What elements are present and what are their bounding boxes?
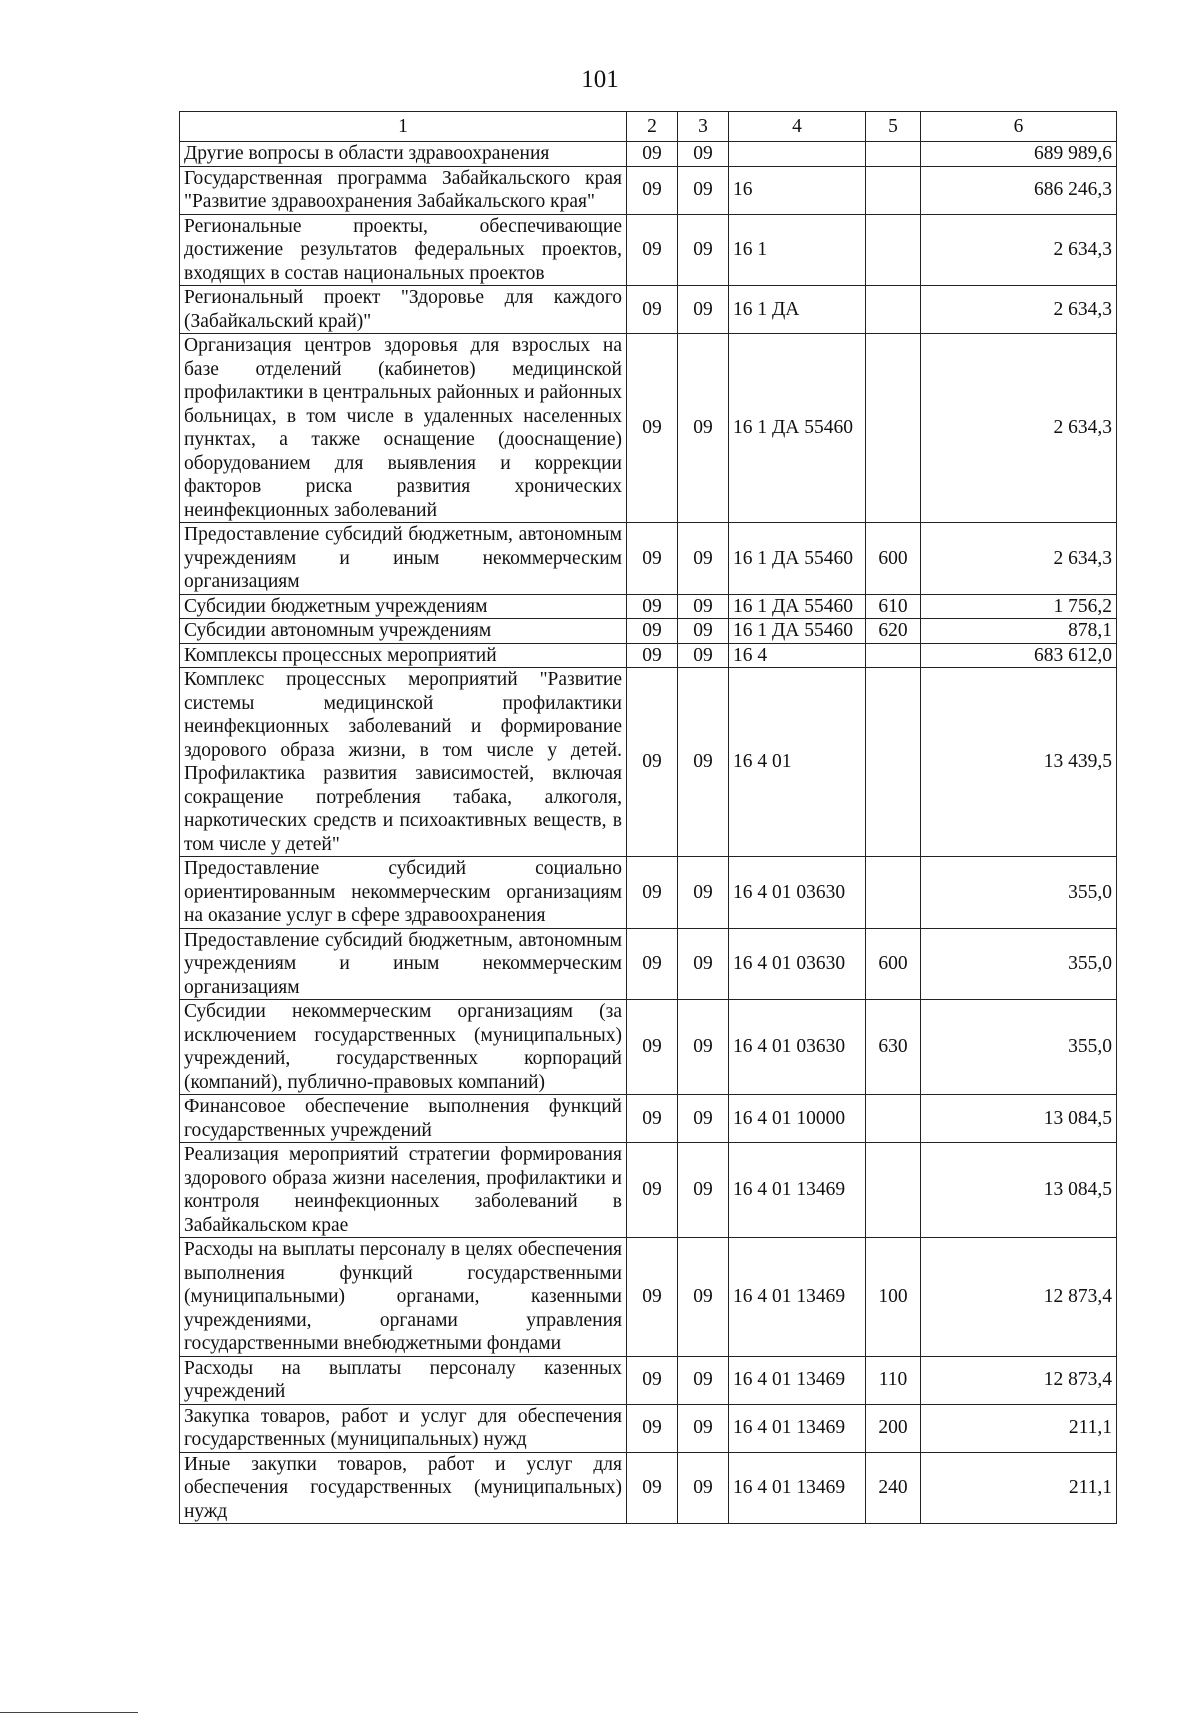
section-code: 09	[627, 1404, 678, 1452]
amount: 13 084,5	[921, 1095, 1117, 1143]
amount: 13 084,5	[921, 1143, 1117, 1238]
section-code: 09	[627, 594, 678, 619]
section-code: 09	[627, 857, 678, 929]
target-article-code: 16 4 01 13469	[729, 1356, 866, 1404]
table-row	[180, 643, 1117, 668]
amount: 683 612,0	[921, 643, 1117, 668]
expense-type-code	[866, 286, 921, 334]
expense-type-code: 110	[866, 1356, 921, 1404]
subsection-code: 09	[678, 214, 729, 286]
section-code: 09	[627, 286, 678, 334]
amount: 2 634,3	[921, 334, 1117, 523]
item-name: Региональный проект "Здоровье для каждого (Забайкальский край)"	[180, 286, 627, 334]
table-row	[180, 857, 1117, 929]
table-row	[180, 1404, 1117, 1452]
table-row	[180, 1238, 1117, 1357]
item-name: Организация центров здоровья для взрослых на базе отделений (кабинетов) медицинской профилактики в центральных районных и районных больницах, в том числе в удаленных населенных пунктах, а также оснащение (дооснащение) оборудованием для выявления и коррекции факторов риска развития хронических неинфекционных заболеваний	[180, 334, 627, 523]
target-article-code: 16 4 01 03630	[729, 857, 866, 929]
subsection-code: 09	[678, 594, 729, 619]
subsection-code: 09	[678, 928, 729, 1000]
expense-type-code: 620	[866, 619, 921, 644]
item-name: Региональные проекты, обеспечивающие достижение результатов федеральных проектов, входящих в состав национальных проектов	[180, 214, 627, 286]
header-col-5: 5	[866, 112, 921, 142]
expense-type-code	[866, 643, 921, 668]
item-name: Субсидии автономным учреждениям	[180, 619, 627, 644]
amount: 355,0	[921, 1000, 1117, 1095]
amount: 12 873,4	[921, 1356, 1117, 1404]
subsection-code: 09	[678, 1000, 729, 1095]
item-name: Другие вопросы в области здравоохранения	[180, 142, 627, 167]
table-row	[180, 523, 1117, 595]
table-row	[180, 334, 1117, 523]
subsection-code: 09	[678, 523, 729, 595]
target-article-code: 16 1 ДА	[729, 286, 866, 334]
budget-table	[179, 111, 1117, 1524]
target-article-code: 16 1	[729, 214, 866, 286]
amount: 12 873,4	[921, 1238, 1117, 1357]
amount: 878,1	[921, 619, 1117, 644]
section-code: 09	[627, 643, 678, 668]
target-article-code: 16 4 01 03630	[729, 1000, 866, 1095]
amount: 686 246,3	[921, 166, 1117, 214]
amount: 2 634,3	[921, 286, 1117, 334]
subsection-code: 09	[678, 1143, 729, 1238]
section-code: 09	[627, 619, 678, 644]
table-row	[180, 142, 1117, 167]
expense-type-code	[866, 166, 921, 214]
target-article-code: 16 1 ДА 55460	[729, 523, 866, 595]
subsection-code: 09	[678, 334, 729, 523]
section-code: 09	[627, 1095, 678, 1143]
subsection-code: 09	[678, 1095, 729, 1143]
subsection-code: 09	[678, 668, 729, 857]
subsection-code: 09	[678, 857, 729, 929]
header-col-2: 2	[627, 112, 678, 142]
target-article-code: 16 4 01 13469	[729, 1404, 866, 1452]
amount: 2 634,3	[921, 523, 1117, 595]
item-name: Предоставление субсидий социально ориентированным некоммерческим организациям на оказание услуг в сфере здравоохранения	[180, 857, 627, 929]
expense-type-code: 600	[866, 928, 921, 1000]
expense-type-code: 610	[866, 594, 921, 619]
amount: 211,1	[921, 1404, 1117, 1452]
item-name: Предоставление субсидий бюджетным, автономным учреждениям и иным некоммерческим организациям	[180, 523, 627, 595]
item-name: Субсидии некоммерческим организациям (за исключением государственных (муниципальных) учреждений, государственных корпораций (компаний), публично-правовых компаний)	[180, 1000, 627, 1095]
table-row	[180, 286, 1117, 334]
section-code: 09	[627, 928, 678, 1000]
amount: 2 634,3	[921, 214, 1117, 286]
table-row	[180, 1095, 1117, 1143]
target-article-code: 16 4 01 03630	[729, 928, 866, 1000]
target-article-code: 16 1 ДА 55460	[729, 619, 866, 644]
section-code: 09	[627, 142, 678, 167]
expense-type-code: 200	[866, 1404, 921, 1452]
target-article-code: 16 1 ДА 55460	[729, 334, 866, 523]
header-col-1: 1	[180, 112, 627, 142]
subsection-code: 09	[678, 166, 729, 214]
expense-type-code: 100	[866, 1238, 921, 1357]
expense-type-code	[866, 334, 921, 523]
item-name: Предоставление субсидий бюджетным, автономным учреждениям и иным некоммерческим организациям	[180, 928, 627, 1000]
header-col-4: 4	[729, 112, 866, 142]
subsection-code: 09	[678, 1238, 729, 1357]
table-row	[180, 214, 1117, 286]
subsection-code: 09	[678, 286, 729, 334]
amount: 355,0	[921, 928, 1117, 1000]
item-name: Расходы на выплаты персоналу в целях обеспечения выполнения функций государственными (муниципальными) органами, казенными учреждениями, органами управления государственными внебюджетными фондами	[180, 1238, 627, 1357]
target-article-code: 16 4 01 13469	[729, 1143, 866, 1238]
page-number: 101	[581, 66, 619, 93]
expense-type-code	[866, 214, 921, 286]
expense-type-code: 240	[866, 1452, 921, 1524]
amount: 1 756,2	[921, 594, 1117, 619]
target-article-code: 16 4 01	[729, 668, 866, 857]
item-name: Расходы на выплаты персоналу казенных учреждений	[180, 1356, 627, 1404]
subsection-code: 09	[678, 1404, 729, 1452]
item-name: Комплексы процессных мероприятий	[180, 643, 627, 668]
target-article-code: 16 1 ДА 55460	[729, 594, 866, 619]
footer-divider	[0, 1712, 138, 1713]
section-code: 09	[627, 1452, 678, 1524]
amount: 355,0	[921, 857, 1117, 929]
header-col-3: 3	[678, 112, 729, 142]
item-name: Реализация мероприятий стратегии формирования здорового образа жизни населения, профилактики и контроля неинфекционных заболеваний в Забайкальском крае	[180, 1143, 627, 1238]
target-article-code: 16	[729, 166, 866, 214]
section-code: 09	[627, 1143, 678, 1238]
item-name: Закупка товаров, работ и услуг для обеспечения государственных (муниципальных) нужд	[180, 1404, 627, 1452]
table-row	[180, 166, 1117, 214]
expense-type-code	[866, 1143, 921, 1238]
target-article-code: 16 4 01 13469	[729, 1452, 866, 1524]
item-name: Субсидии бюджетным учреждениям	[180, 594, 627, 619]
amount: 211,1	[921, 1452, 1117, 1524]
expense-type-code	[866, 1095, 921, 1143]
amount: 689 989,6	[921, 142, 1117, 167]
section-code: 09	[627, 334, 678, 523]
section-code: 09	[627, 166, 678, 214]
table-row	[180, 1143, 1117, 1238]
item-name: Государственная программа Забайкальского края "Развитие здравоохранения Забайкальского края"	[180, 166, 627, 214]
expense-type-code	[866, 142, 921, 167]
item-name: Иные закупки товаров, работ и услуг для обеспечения государственных (муниципальных) нужд	[180, 1452, 627, 1524]
table-row	[180, 928, 1117, 1000]
table-row	[180, 1000, 1117, 1095]
item-name: Финансовое обеспечение выполнения функций государственных учреждений	[180, 1095, 627, 1143]
section-code: 09	[627, 523, 678, 595]
table-row	[180, 1452, 1117, 1524]
target-article-code: 16 4 01 10000	[729, 1095, 866, 1143]
subsection-code: 09	[678, 1452, 729, 1524]
expense-type-code: 600	[866, 523, 921, 595]
section-code: 09	[627, 668, 678, 857]
target-article-code	[729, 142, 866, 167]
table-row	[180, 619, 1117, 644]
header-col-6: 6	[921, 112, 1117, 142]
amount: 13 439,5	[921, 668, 1117, 857]
item-name: Комплекс процессных мероприятий "Развитие системы медицинской профилактики неинфекционных заболеваний и формирование здорового образа жизни, в том числе у детей. Профилактика развития зависимостей, включая сокращение потребления табака, алкоголя, наркотических средств и психоактивных веществ, в том числе у детей"	[180, 668, 627, 857]
subsection-code: 09	[678, 643, 729, 668]
section-code: 09	[627, 1000, 678, 1095]
section-code: 09	[627, 1356, 678, 1404]
table-row	[180, 668, 1117, 857]
expense-type-code	[866, 857, 921, 929]
section-code: 09	[627, 214, 678, 286]
table-row	[180, 1356, 1117, 1404]
subsection-code: 09	[678, 142, 729, 167]
target-article-code: 16 4	[729, 643, 866, 668]
expense-type-code: 630	[866, 1000, 921, 1095]
subsection-code: 09	[678, 1356, 729, 1404]
target-article-code: 16 4 01 13469	[729, 1238, 866, 1357]
table-row	[180, 594, 1117, 619]
header-row	[180, 112, 1117, 142]
section-code: 09	[627, 1238, 678, 1357]
expense-type-code	[866, 668, 921, 857]
subsection-code: 09	[678, 619, 729, 644]
